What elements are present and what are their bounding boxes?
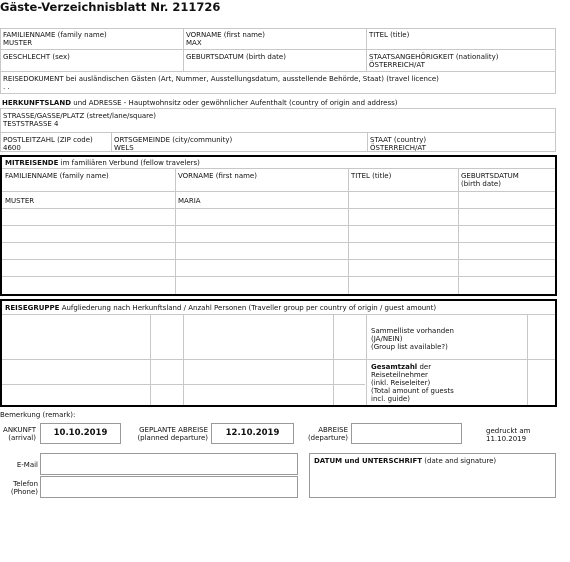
nationality-label: STAATSANGEHÖRIGKEIT (nationality) <box>369 53 499 61</box>
zip-value: 4600 <box>3 144 21 152</box>
origin-heading: HERKUNFTSLAND und ADRESSE - Hauptwohnsitz oder gewöhnlicher Aufenthalt (country of origin and address) <box>2 99 398 107</box>
printed-date: gedruckt am 11.10.2019 <box>486 427 531 443</box>
email-field[interactable] <box>40 453 298 475</box>
sex-label: GESCHLECHT (sex) <box>3 53 70 61</box>
arrival-field[interactable]: 10.10.2019 <box>40 423 121 444</box>
planned-departure-field[interactable]: 12.10.2019 <box>211 423 294 444</box>
fellow-row-family: MUSTER <box>5 197 35 205</box>
zip-label: POSTLEITZAHL (ZIP code) <box>3 136 93 144</box>
signature-box[interactable] <box>309 453 556 498</box>
travel-document-label: REISEDOKUMENT bei ausländischen Gästen (Art, Nummer, Ausstellungsdatum, ausstellende Behörde, Staat) (travel licence) <box>3 75 439 83</box>
travel-group-section <box>0 299 557 407</box>
page-title: Gäste-Verzeichnisblatt Nr. 211726 <box>0 0 221 14</box>
group-total-label: Gesamtzahl der Reiseteilnehmer (inkl. Reiseleiter) (Total amount of guests incl. guide) <box>371 363 454 403</box>
email-label: E-Mail <box>16 461 38 469</box>
phone-label: Telefon (Phone) <box>10 480 38 496</box>
group-heading: REISEGRUPPE Aufgliederung nach Herkunftsland / Anzahl Personen (Traveller group per country of origin / guest amount) <box>5 304 437 312</box>
col-first-name: VORNAME (first name) <box>178 172 257 180</box>
remark-label: Bemerkung (remark): <box>0 411 76 419</box>
col-birth-date: GEBURTSDATUM (birth date) <box>461 172 519 188</box>
col-title: TITEL (title) <box>351 172 392 180</box>
country-value: ÖSTERREICH/AT <box>370 144 426 152</box>
family-name-label: FAMILIENNAME (family name) <box>3 31 107 39</box>
family-name-value: MUSTER <box>3 39 33 47</box>
title-label: TITEL (title) <box>369 31 410 39</box>
group-list-label: Sammelliste vorhanden (JA/NEIN) (Group list available?) <box>371 327 454 351</box>
arrival-label: ANKUNFT (arrival) <box>3 426 36 442</box>
country-label: STAAT (country) <box>370 136 427 144</box>
first-name-value: MAX <box>186 39 202 47</box>
fellow-travelers-section <box>0 155 557 296</box>
nationality-value: ÖSTERREICH/AT <box>369 61 425 69</box>
birth-date-label: GEBURTSDATUM (birth date) <box>186 53 286 61</box>
first-name-label: VORNAME (first name) <box>186 31 265 39</box>
guest-section <box>0 28 556 94</box>
fellow-row-first: MARIA <box>178 197 201 205</box>
travel-document-value: . . <box>3 83 10 91</box>
phone-field[interactable] <box>40 476 298 498</box>
departure-label: ABREISE (departure) <box>307 426 348 442</box>
origin-section <box>0 108 556 152</box>
fellow-heading: MITREISENDE im familiären Verbund (fellow travelers) <box>5 159 200 167</box>
street-label: STRASSE/GASSE/PLATZ (street/lane/square) <box>3 112 156 120</box>
city-value: WELS <box>114 144 134 152</box>
signature-label: DATUM und UNTERSCHRIFT (date and signature) <box>314 457 497 465</box>
col-family-name: FAMILIENNAME (family name) <box>5 172 109 180</box>
planned-departure-label: GEPLANTE ABREISE (planned departure) <box>137 426 208 442</box>
street-value: TESTSTRASSE 4 <box>3 120 59 128</box>
city-label: ORTSGEMEINDE (city/community) <box>114 136 233 144</box>
departure-field[interactable] <box>351 423 462 444</box>
